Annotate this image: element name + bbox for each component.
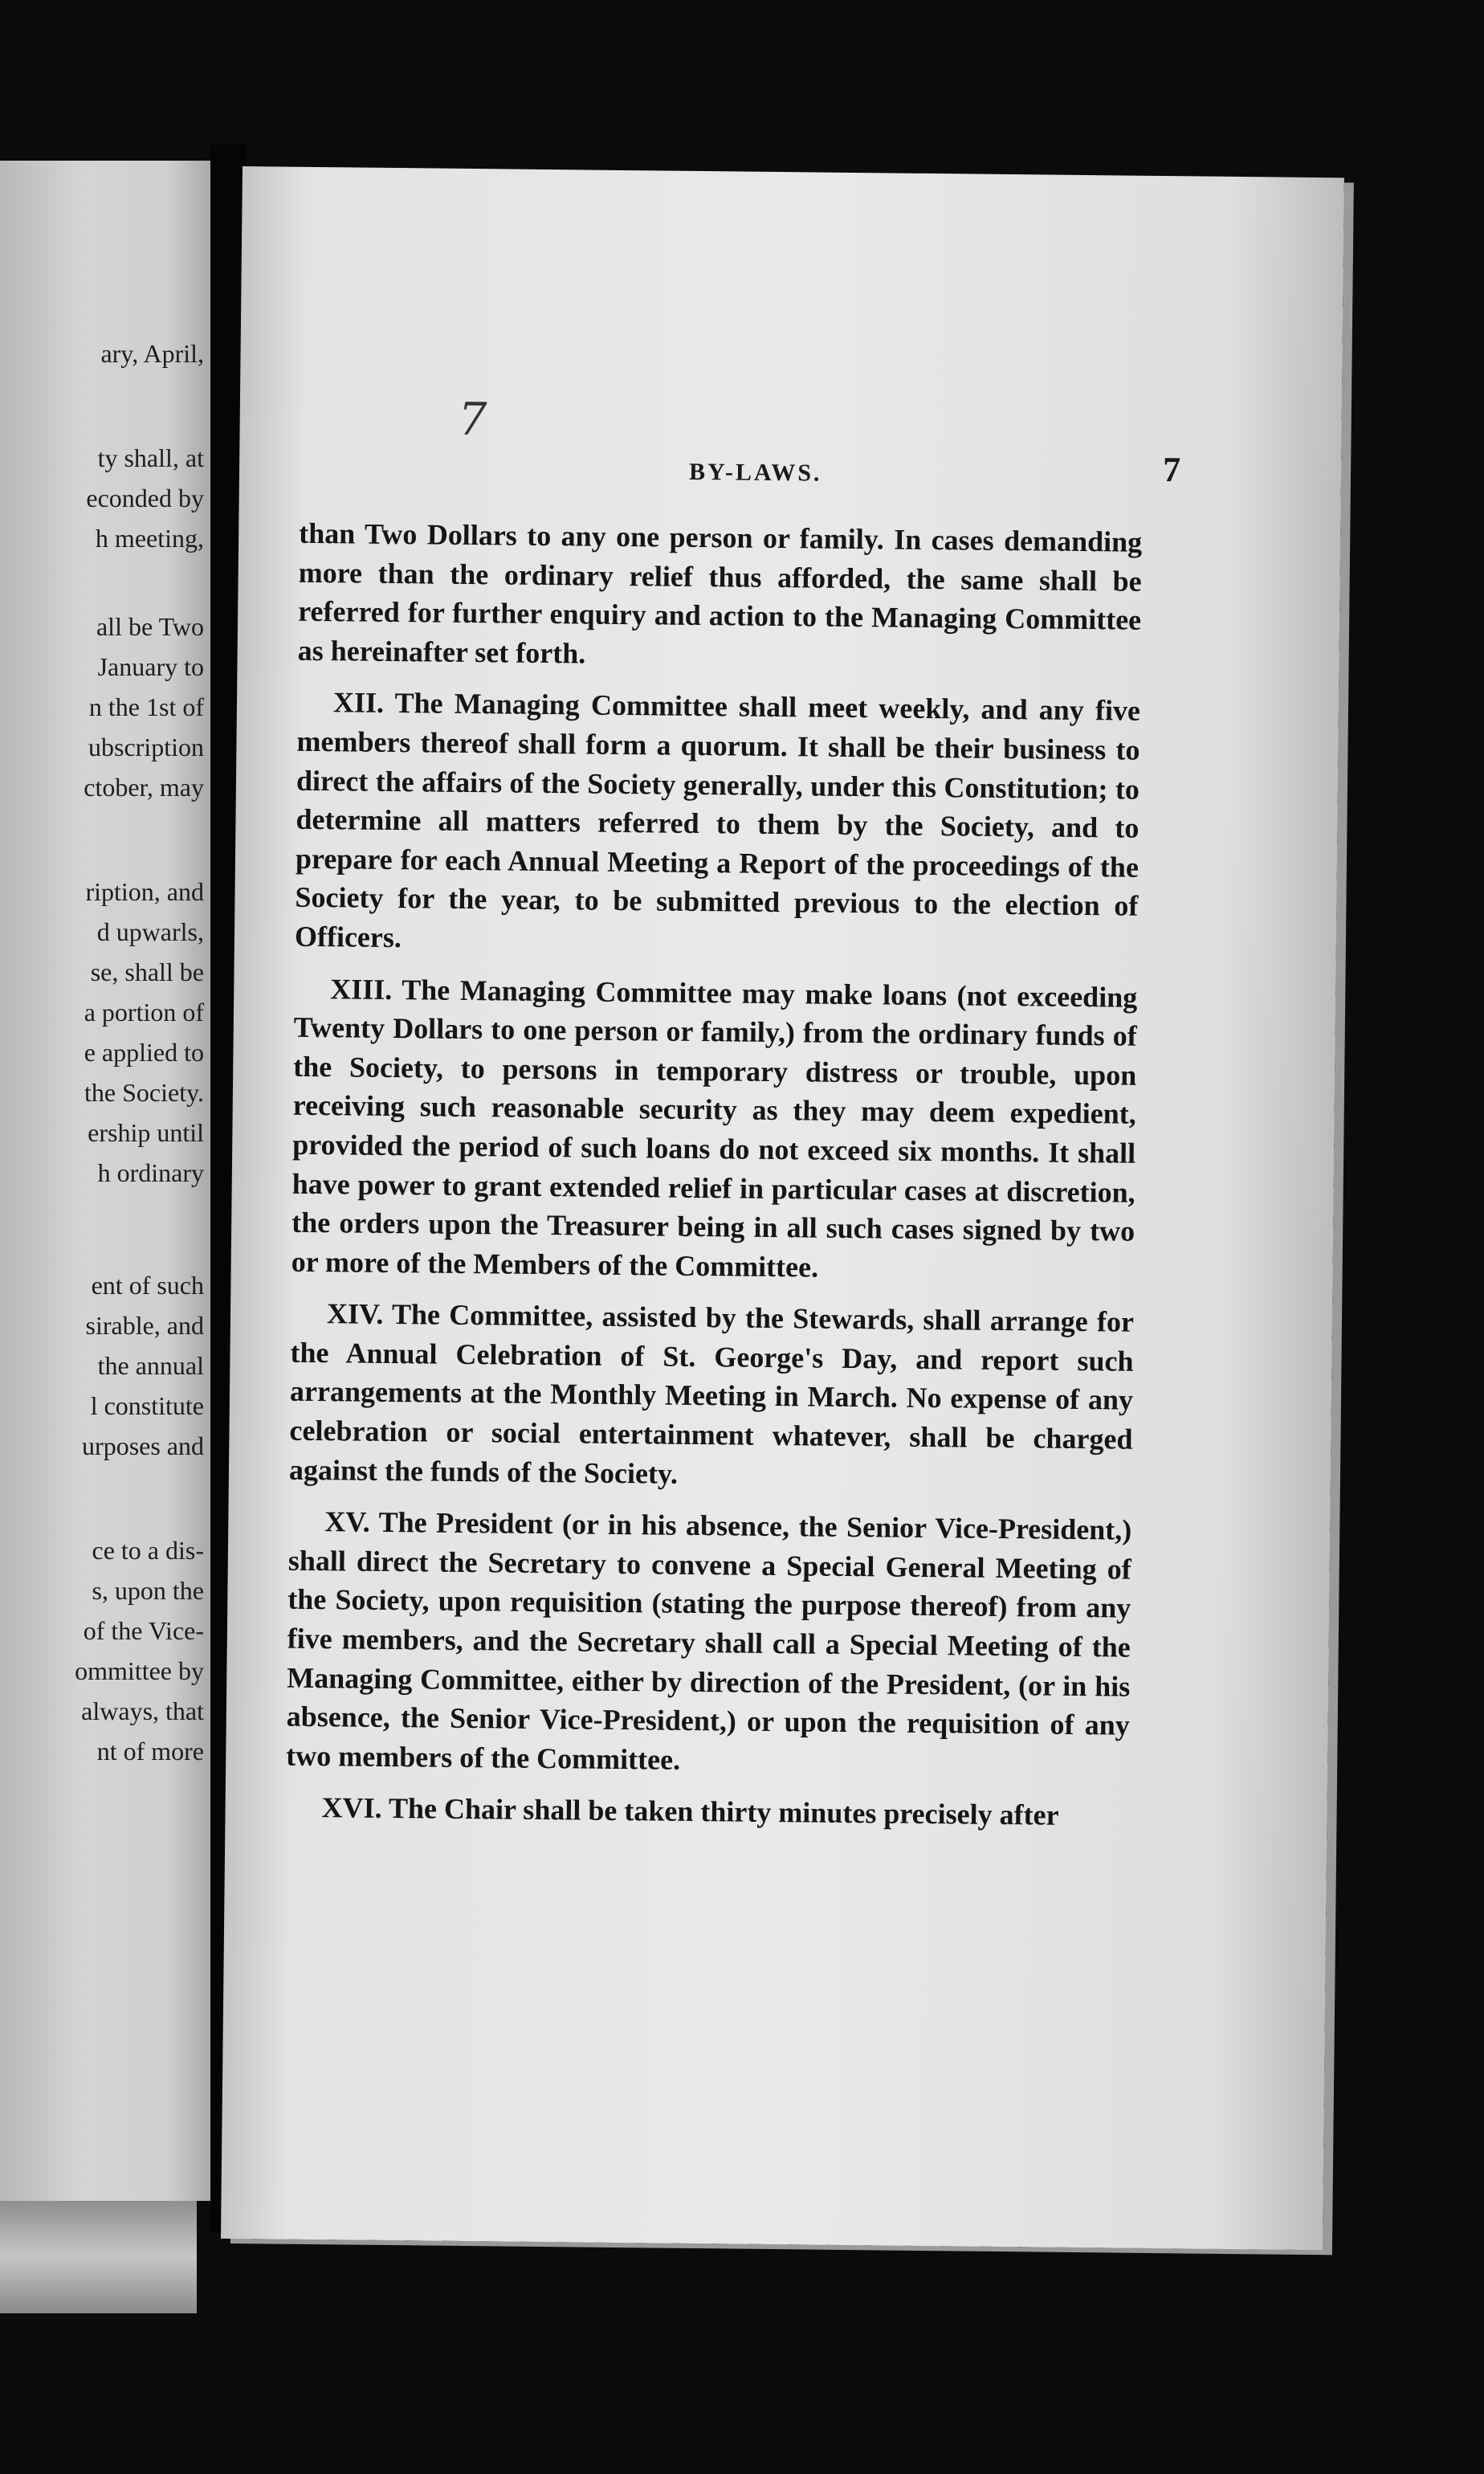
running-head: BY-LAWS.	[688, 458, 822, 487]
paragraph-article-xiv: XIV. The Committee, assisted by the Stewards, shall arrange for the Annual Celebration of St. George's Day, and report such arrangements at the Monthly Meeting in March. No expense of any celebration or social entertainment whatever, shall be charged against the funds of the Society.	[288, 1297, 1135, 1490]
paragraph-article-xvi: XVI. The Chair shall be taken thirty minutes precisely after	[321, 1791, 1059, 1832]
left-page-line-fragment: econded by	[86, 484, 204, 512]
page-body	[285, 514, 1142, 1836]
left-page-line-fragment: sirable, and	[85, 1311, 204, 1340]
left-page-line-fragment: s, upon the	[92, 1576, 204, 1605]
paragraph-article-xv: XV. The President (or in his absence, the Senior Vice-President,) shall direct the Secretary to convene a Special General Meeting of the Society, upon requisition (stating the purpose thereof) from any five members, and the Secretary shall call a Special Meeting of the Managing Committee, either by direction of the President, (or in his absence, the Senior Vice-President,) or upon the requisition of any two members of the Committee.	[286, 1505, 1132, 1776]
left-page-line-fragment: January to	[97, 652, 204, 681]
paragraph-article-xiii: XIII. The Managing Committee may make loans (not exceeding Twenty Dollars to one person or family,) from the ordinary funds of the Society, to persons in temporary distress or trouble, upon receiving such reasonable security as they may deem expedient, provided the period of such loans do not exceed six months. It shall have power to grant extended relief in particular cases at discretion, the orders upon the Treasurer being in all such cases signed by two or more of the Members of the Committee.	[291, 972, 1138, 1284]
left-page	[0, 161, 210, 2201]
left-page-edge	[0, 2201, 197, 2313]
left-page-line-fragment: ubscription	[88, 733, 204, 761]
page-number: 7	[1162, 450, 1181, 490]
right-page	[221, 166, 1344, 2250]
left-page-line-fragment: ctober, may	[84, 773, 204, 802]
left-page-line-fragment: ent of such	[91, 1271, 204, 1300]
left-page-line-fragment: se, shall be	[90, 957, 204, 986]
left-page-line-fragment: the Society.	[84, 1078, 204, 1107]
left-page-line-fragment: ommittee by	[75, 1656, 204, 1685]
left-page-line-fragment: d upwarls,	[96, 917, 204, 946]
left-page-line-fragment: always, that	[81, 1696, 204, 1725]
left-page-line-fragment: e applied to	[84, 1038, 204, 1067]
left-page-line-fragment: ership until	[88, 1118, 204, 1147]
left-page-line-fragment: nt of more	[96, 1737, 204, 1766]
paragraph-continuation: than Two Dollars to any one person or family. In cases demanding more than the ordinary relief thus afforded, the same shall be referred for further enquiry and action to the Managing Committee as hereinafter set forth.	[297, 516, 1143, 670]
left-page-line-fragment: a portion of	[84, 998, 204, 1027]
left-page-line-fragment: urposes and	[82, 1431, 204, 1460]
left-page-line-fragment: n the 1st of	[88, 692, 204, 721]
left-page-line-fragment: l constitute	[90, 1391, 204, 1420]
paragraph-article-xii: XII. The Managing Committee shall meet weekly, and any five members thereof shall form a quorum. It shall be their business to direct the affairs of the Society generally, under this Constitution; to determine all matters referred to them by the Society, and to prepare for each Annual Meeting a Report of the proceedings of the Society for the year, to be submitted previous to the election of Officers.	[294, 686, 1141, 954]
left-page-line-fragment: the annual	[97, 1351, 204, 1380]
left-page-line-fragment: ription, and	[85, 877, 204, 906]
left-page-line-fragment: ty shall, at	[97, 443, 204, 472]
left-page-line-fragment: of the Vice-	[83, 1616, 204, 1645]
handwritten-page-number: 7	[458, 393, 487, 447]
left-page-line-fragment: all be Two	[96, 612, 204, 641]
left-page-line-fragment: h meeting,	[95, 524, 204, 553]
left-page-line-fragment: ary, April,	[100, 339, 204, 368]
left-page-line-fragment: h ordinary	[97, 1158, 204, 1187]
left-page-line-fragment: ce to a dis-	[92, 1536, 204, 1565]
